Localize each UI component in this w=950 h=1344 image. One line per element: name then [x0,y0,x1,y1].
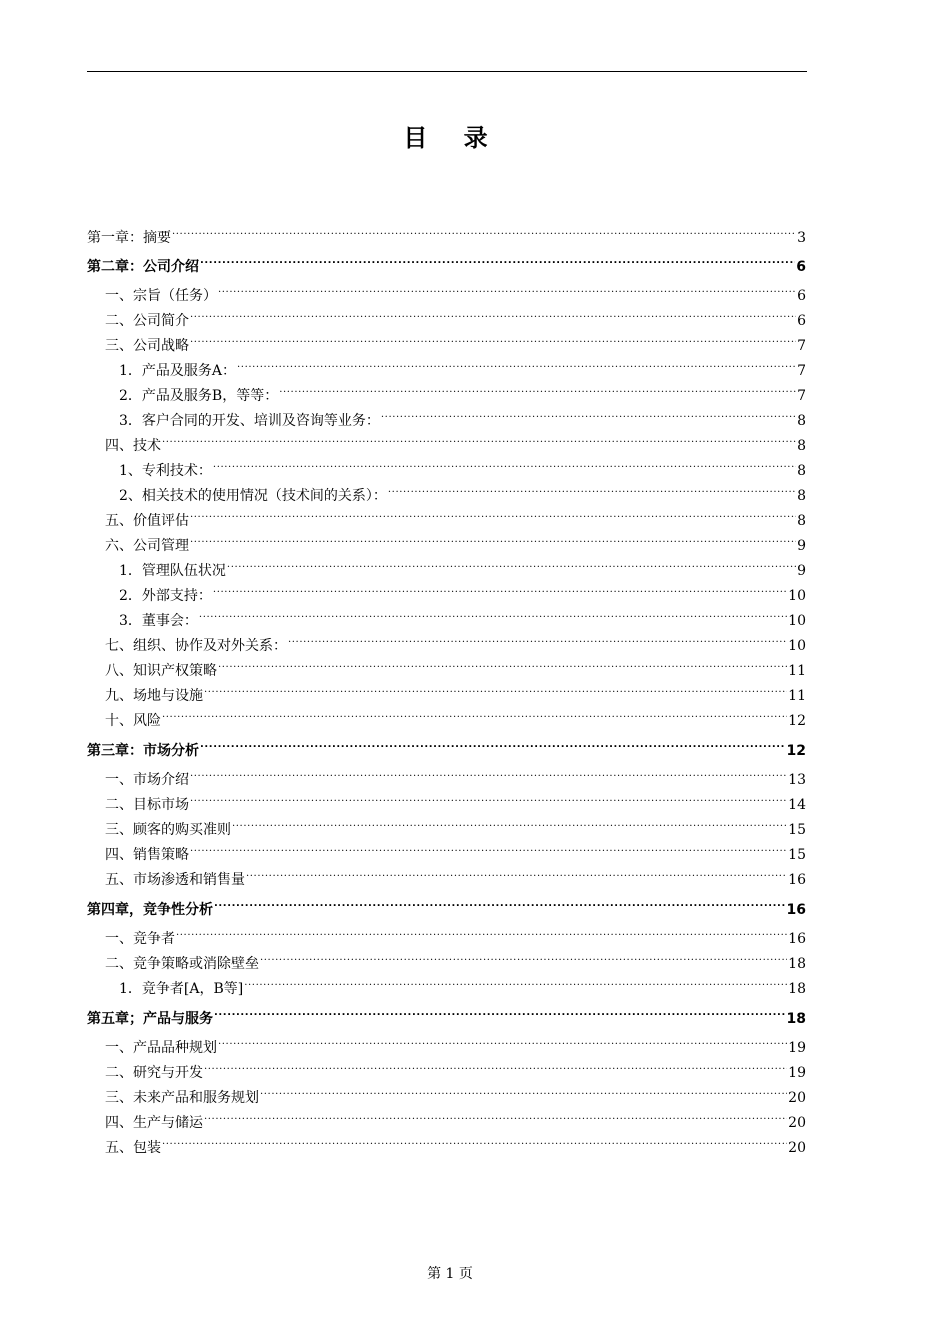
toc-leader-dots [162,1138,787,1152]
toc-label: 1．管理队伍状况 [119,563,226,579]
toc-leader-dots [190,770,787,784]
toc-leader-dots [279,386,796,400]
toc-leader-dots [237,361,796,375]
toc-label: 三、公司战略 [105,338,189,354]
toc-leader-dots [190,845,787,859]
toc-label: 六、公司管理 [105,538,189,554]
toc-leader-dots [214,1009,786,1023]
toc-page-number: 19 [788,1040,806,1056]
toc-leader-dots [260,954,787,968]
table-of-contents [87,221,806,1161]
toc-page-number: 18 [786,1011,806,1027]
toc-page-number: 7 [797,388,806,404]
toc-page-number: 20 [788,1115,806,1131]
toc-page-number: 12 [786,743,806,759]
toc-page-number: 11 [788,688,806,704]
toc-label: 第三章：市场分析 [87,743,199,759]
toc-page-number: 10 [788,588,806,604]
toc-page-number: 19 [788,1065,806,1081]
toc-leader-dots [244,979,787,993]
toc-chapter-4[interactable] [87,898,806,922]
toc-page-number: 18 [788,981,806,997]
toc-leader-dots [246,870,787,884]
toc-page-number: 16 [788,872,806,888]
toc-label: 3．董事会： [119,613,198,629]
toc-page-number: 8 [797,488,806,504]
toc-page-number: 20 [788,1090,806,1106]
toc-page-number: 15 [788,847,806,863]
toc-leader-dots [218,661,787,675]
toc-leader-dots [218,286,796,300]
toc-page-number: 8 [797,413,806,429]
toc-page-number: 8 [797,513,806,529]
toc-label: 二、竞争策略或消除壁垒 [105,956,259,972]
toc-label: 三、未来产品和服务规划 [105,1090,259,1106]
toc-label: 八、知识产权策略 [105,663,217,679]
toc-subentry[interactable] [87,977,806,1002]
toc-page-number: 7 [797,363,806,379]
toc-page-number: 20 [788,1140,806,1156]
toc-entry[interactable] [87,793,806,818]
toc-leader-dots [162,436,796,450]
toc-leader-dots [199,611,787,625]
toc-entry[interactable] [87,1136,806,1161]
toc-page-number: 13 [788,772,806,788]
toc-entry[interactable] [87,659,806,684]
toc-label: 一、产品品种规划 [105,1040,217,1056]
toc-chapter-1[interactable] [87,226,806,250]
toc-entry[interactable] [87,684,806,709]
toc-page-number: 7 [797,338,806,354]
toc-label: 第五章；产品与服务 [87,1011,213,1027]
toc-leader-dots [190,511,796,525]
toc-label: 四、生产与储运 [105,1115,203,1131]
toc-subentry[interactable] [87,384,806,409]
toc-leader-dots [227,561,796,575]
toc-label: 一、宗旨（任务） [105,288,217,304]
toc-leader-dots [232,820,787,834]
toc-subentry[interactable] [87,359,806,384]
toc-entry[interactable] [87,843,806,868]
toc-label: 一、竞争者 [105,931,175,947]
toc-entry[interactable] [87,818,806,843]
toc-label: 一、市场介绍 [105,772,189,788]
toc-label: 2、相关技术的使用情况（技术间的关系）： [119,488,387,504]
toc-page-number: 9 [797,538,806,554]
toc-entry[interactable] [87,509,806,534]
toc-subentry[interactable] [87,484,806,509]
toc-leader-dots [176,929,787,943]
toc-page-number: 6 [797,313,806,329]
toc-label: 1．产品及服务A： [119,363,237,379]
toc-entry[interactable] [87,1036,806,1061]
toc-leader-dots [218,1038,787,1052]
toc-subentry[interactable] [87,409,806,434]
toc-leader-dots [200,741,786,755]
toc-label: 五、市场渗透和销售量 [105,872,245,888]
toc-page-number: 6 [797,288,806,304]
toc-leader-dots [381,411,796,425]
toc-page-number: 3 [797,230,806,246]
toc-entry[interactable] [87,927,806,952]
toc-page-number: 9 [797,563,806,579]
toc-label: 九、场地与设施 [105,688,203,704]
toc-entry[interactable] [87,309,806,334]
toc-page-number: 16 [788,931,806,947]
toc-label: 第二章：公司介绍 [87,259,199,275]
toc-entry[interactable] [87,334,806,359]
toc-entry[interactable] [87,1111,806,1136]
toc-subentry[interactable] [87,559,806,584]
toc-label: 四、技术 [105,438,161,454]
toc-label: 四、销售策略 [105,847,189,863]
toc-title: 目 录 [403,124,502,152]
toc-leader-dots [260,1088,787,1102]
toc-entry[interactable] [87,534,806,559]
toc-subentry[interactable] [87,609,806,634]
page-footer: 第 1 页 [427,1266,473,1282]
toc-page-number: 18 [788,956,806,972]
toc-page-number: 8 [797,463,806,479]
toc-leader-dots [190,536,796,550]
toc-page-number: 8 [797,438,806,454]
toc-chapter-5[interactable] [87,1007,806,1031]
toc-leader-dots [162,711,787,725]
toc-page-number: 15 [788,822,806,838]
toc-entry[interactable] [87,868,806,893]
toc-leader-dots [214,900,786,914]
toc-label: 第一章：摘要 [87,230,171,246]
toc-leader-dots [190,336,796,350]
toc-entry[interactable] [87,709,806,734]
toc-entry[interactable] [87,1061,806,1086]
toc-leader-dots [204,1113,787,1127]
toc-subentry[interactable] [87,584,806,609]
toc-label: 3．客户合同的开发、培训及咨询等业务： [119,413,380,429]
toc-leader-dots [388,486,796,500]
toc-leader-dots [213,586,787,600]
toc-leader-dots [190,311,796,325]
toc-leader-dots [190,795,787,809]
toc-page-number: 6 [796,259,806,275]
toc-chapter-2[interactable] [87,255,806,279]
toc-leader-dots [204,686,787,700]
toc-entry[interactable] [87,634,806,659]
toc-label: 二、公司简介 [105,313,189,329]
toc-label: 1．竞争者[A，B等] [119,981,244,997]
toc-page-number: 16 [786,902,806,918]
toc-entry[interactable] [87,1086,806,1111]
toc-page-number: 12 [788,713,806,729]
toc-label: 五、价值评估 [105,513,189,529]
toc-label: 二、目标市场 [105,797,189,813]
toc-chapter-3[interactable] [87,739,806,763]
toc-leader-dots [204,1063,787,1077]
toc-entry[interactable] [87,768,806,793]
toc-entry[interactable] [87,434,806,459]
toc-page-number: 11 [788,663,806,679]
toc-page-number: 10 [788,613,806,629]
toc-entry[interactable] [87,952,806,977]
toc-leader-dots [172,228,796,242]
toc-entry[interactable] [87,284,806,309]
toc-label: 五、包装 [105,1140,161,1156]
toc-label: 2．产品及服务B，等等： [119,388,279,404]
toc-label: 三、顾客的购买准则 [105,822,231,838]
toc-leader-dots [200,257,795,271]
toc-leader-dots [213,461,796,475]
toc-label: 1、专利技术： [119,463,212,479]
header-rule [87,71,807,72]
toc-label: 第四章，竞争性分析 [87,902,213,918]
toc-subentry[interactable] [87,459,806,484]
toc-leader-dots [288,636,787,650]
toc-label: 七、组织、协作及对外关系： [105,638,287,654]
toc-label: 十、风险 [105,713,161,729]
toc-page-number: 10 [788,638,806,654]
toc-label: 二、研究与开发 [105,1065,203,1081]
toc-page-number: 14 [788,797,806,813]
toc-label: 2．外部支持： [119,588,212,604]
